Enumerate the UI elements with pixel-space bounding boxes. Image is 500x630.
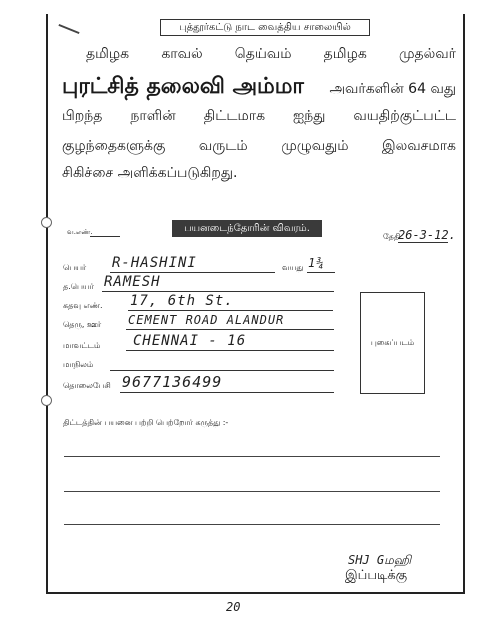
heading-word: குழந்தைகளுக்கு (62, 138, 166, 154)
heading-line-4 (62, 138, 456, 156)
state-label: மாநிலம் (63, 360, 94, 369)
door-underline (128, 310, 333, 311)
name-value: R-HASHINI (112, 255, 197, 271)
comment-label: திட்டத்தின் பயனை பற்றி பெற்றோர் கருத்து :- (63, 418, 229, 427)
punch-hole (41, 217, 52, 228)
street-value: CEMENT ROAD ALANDUR (128, 313, 285, 327)
door-label: கதவு எண். (63, 301, 103, 310)
phone-label: தொலைபேசி (63, 381, 111, 390)
heading-word: இலவசமாக (382, 138, 456, 154)
street-underline (126, 329, 334, 330)
photo-label: புகைப்படம் (370, 338, 415, 347)
father-label: த.பெயர் (63, 282, 94, 291)
serial-underline (90, 236, 120, 237)
punch-hole (41, 395, 52, 406)
father-underline (102, 291, 334, 292)
date-label: தேதி: (383, 232, 404, 241)
heading-line-3 (62, 108, 456, 126)
heading-word: சிகிச்சை அளிக்கப்படுகிறது. (62, 165, 238, 181)
heading-word: பிறந்த (62, 108, 103, 124)
photo-box (360, 292, 425, 394)
page-number: 20 (226, 600, 241, 614)
heading-word: அவர்களின் 64 வது (329, 81, 456, 97)
heading-word: வயதிற்குட்பட்ட (353, 108, 456, 124)
heading-word: நாளின் (130, 108, 176, 124)
phone-underline (120, 392, 334, 393)
hospital-tab: புத்தூர்கட்டு நாட வைத்திய சாலையில் (160, 19, 370, 36)
door-value: 17, 6th St. (130, 293, 234, 309)
district-label: மாவட்டம் (63, 341, 101, 350)
heading-emphasis: புரட்சித் தலைவி அம்மா (62, 74, 304, 99)
heading-word: திட்டமாக (203, 108, 266, 124)
signature: SHJ Gமஹி (348, 553, 412, 567)
heading-word: காவல் (161, 46, 203, 62)
heading-word: தமிழக (86, 46, 130, 62)
street-label: தெரு, ஊர் (63, 320, 102, 329)
father-value: RAMESH (104, 274, 161, 290)
date-underline (398, 242, 448, 243)
heading-line-5 (62, 165, 362, 183)
serial-label: வ.எண். (67, 228, 93, 236)
heading-word: ஐந்து (293, 108, 326, 124)
name-underline (110, 272, 275, 273)
age-label: வயது (282, 263, 304, 272)
age-underline (307, 272, 335, 273)
comment-line (64, 456, 440, 457)
heading-word: தெய்வம் (234, 46, 292, 62)
district-value: CHENNAI - 16 (133, 333, 247, 349)
comment-line (64, 524, 440, 525)
date-value: 26-3-12. (398, 228, 456, 242)
state-underline (110, 370, 334, 371)
heading-line-1 (86, 46, 456, 64)
heading-word: தமிழக (323, 46, 367, 62)
heading-word: முதல்வர் (398, 46, 456, 62)
heading-line-2 (62, 74, 456, 102)
name-label: பெயர் (63, 263, 87, 272)
signature-label: இப்படிக்கு (345, 568, 408, 583)
age-value: 1¾ (308, 256, 325, 270)
phone-value: 9677136499 (122, 373, 223, 391)
heading-word: வருடம் (198, 138, 248, 154)
district-underline (126, 350, 334, 351)
form-title: பயனடைந்தோரின் விவரம். (172, 220, 322, 237)
heading-word: முழுவதும் (281, 138, 349, 154)
comment-line (64, 491, 440, 492)
